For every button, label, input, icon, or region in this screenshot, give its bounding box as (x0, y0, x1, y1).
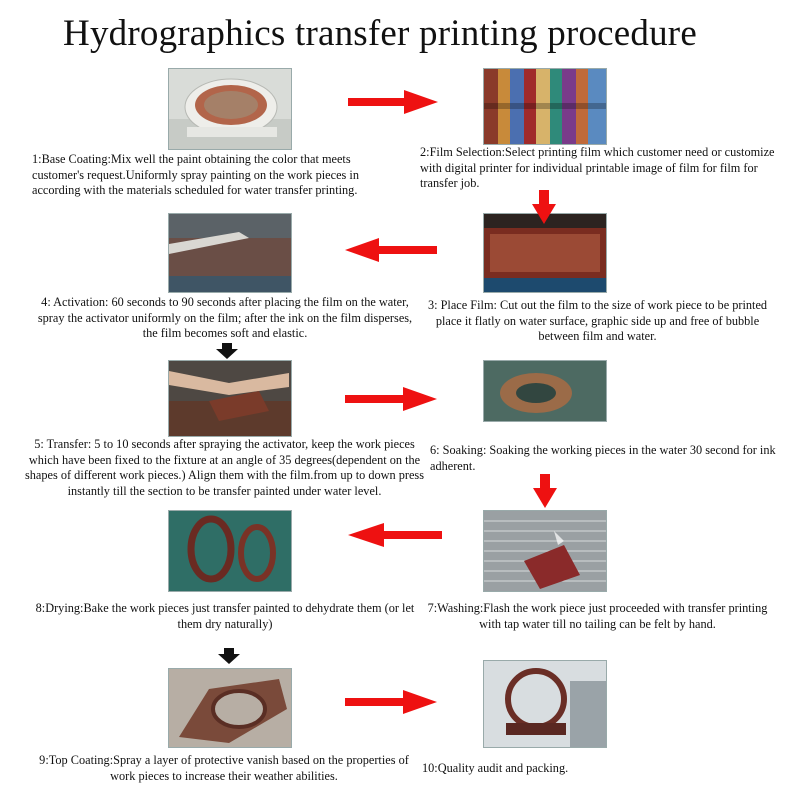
step-4-photo (168, 213, 292, 293)
step-2-photo (483, 68, 607, 145)
arrow-right-9-to-10 (345, 690, 437, 714)
arrow-right-5-to-6 (345, 387, 437, 411)
arrow-down-6-to-7 (533, 474, 557, 508)
step-5-photo (168, 360, 292, 437)
step-8-photo (168, 510, 292, 592)
step-10-caption: 10:Quality audit and packing. (422, 761, 569, 775)
step-9-photo (168, 668, 292, 748)
step-7-photo (483, 510, 607, 592)
step-1-photo (168, 68, 292, 150)
step-5-caption: 5: Transfer: 5 to 10 seconds after spraying the activator, keep the work pieces which have been fixed to the fixture at an angle of 35 degrees(dependent on the shapes of different work pieces.) Align them with the film.from up to down press instantly till the section to be transfer painted under water level. (25, 437, 424, 498)
arrow-down-8-to-9 (218, 648, 240, 664)
step-10-photo (483, 660, 607, 748)
step-9-caption: 9:Top Coating:Spray a layer of protective vanish based on the properties of work pieces to increase their weather abilities. (39, 753, 409, 783)
page-title: Hydrographics transfer printing procedure (63, 13, 697, 54)
arrow-down-2-to-3 (532, 190, 556, 224)
step-3-photo (483, 213, 607, 293)
arrow-right-1-to-2 (348, 90, 438, 114)
step-3-caption: 3: Place Film: Cut out the film to the size of work piece to be printed place it flatly on water surface, graphic side up and free of bubble between film and water. (427, 298, 768, 343)
arrow-left-7-to-8 (348, 523, 442, 547)
step-1-caption: 1:Base Coating:Mix well the paint obtaining the color that meets customer's request.Uniformly spray painting on the work pieces in according with the materials scheduled for water transfer printing. (32, 152, 359, 197)
step-8-caption: 8:Drying:Bake the work pieces just transfer painted to dehydrate them (or let them dry naturally) (35, 601, 415, 631)
step-6-photo (483, 360, 607, 422)
step-6-caption: 6: Soaking: Soaking the working pieces in the water 30 second for ink adherent. (430, 443, 776, 473)
arrow-down-4-to-5 (216, 343, 238, 359)
step-7-caption: 7:Washing:Flash the work piece just proceeded with transfer printing with tap water till no tailing can be felt by hand. (427, 601, 768, 631)
step-4-caption: 4: Activation: 60 seconds to 90 seconds after placing the film on the water, spray the activator uniformly on the film; after the ink on the film disperses, the film becomes soft and elastic. (37, 295, 413, 340)
arrow-left-3-to-4 (345, 238, 437, 262)
step-2-caption: 2:Film Selection:Select printing film which customer need or customize with digital printer for individual printable image of film for film for transfer job. (420, 145, 775, 190)
